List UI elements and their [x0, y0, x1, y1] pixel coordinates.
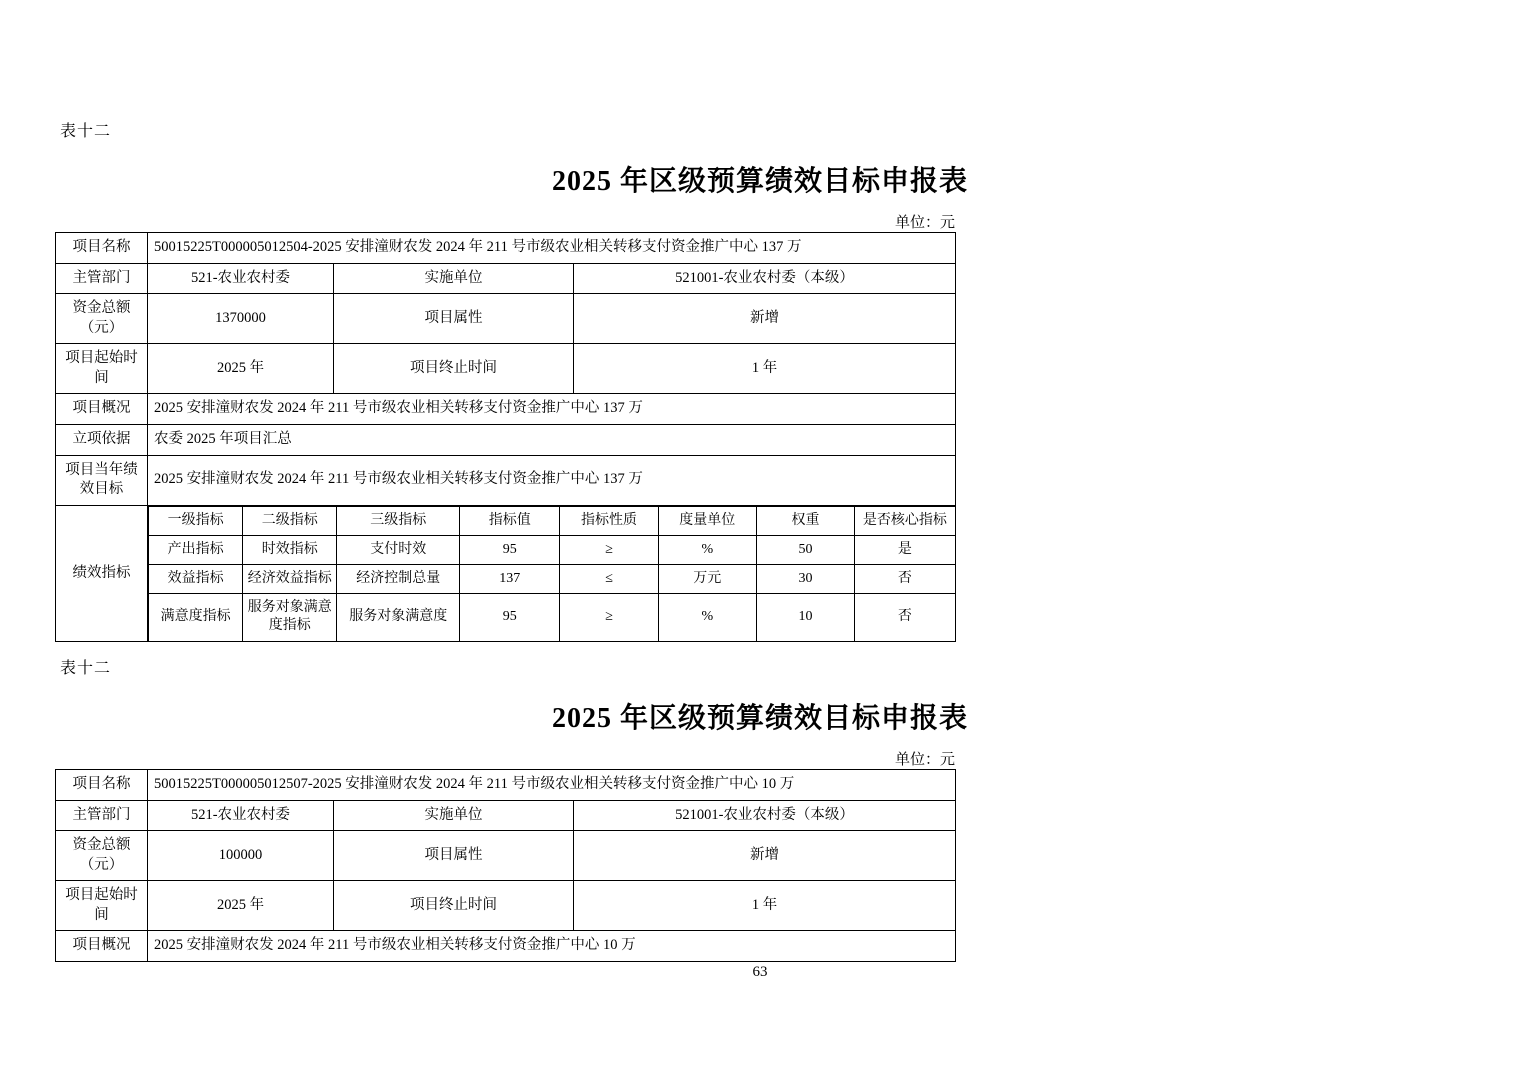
form-table-2 — [55, 769, 956, 962]
end-time-label: 项目终止时间 — [334, 881, 574, 931]
indicator-row — [149, 565, 956, 594]
table-row — [56, 394, 956, 425]
indicator-level1: 产出指标 — [149, 535, 243, 564]
end-time-value: 1 年 — [574, 881, 956, 931]
end-time-value: 1 年 — [574, 344, 956, 394]
indicator-unit: 万元 — [658, 565, 756, 594]
table-row — [56, 455, 956, 505]
table-row — [56, 344, 956, 394]
start-time-value: 2025 年 — [148, 881, 334, 931]
indicator-header-weight: 权重 — [756, 506, 854, 535]
indicator-nature: ≥ — [560, 594, 658, 641]
implement-unit-label: 实施单位 — [334, 263, 574, 294]
dept-value: 521-农业农村委 — [148, 800, 334, 831]
indicator-weight: 50 — [756, 535, 854, 564]
indicator-value: 137 — [460, 565, 560, 594]
project-name-value: 50015225T000005012507-2025 安排潼财农发 2024 年 211 号市级农业相关转移支付资金推广中心 10 万 — [148, 770, 956, 801]
dept-label: 主管部门 — [56, 800, 148, 831]
overview-value: 2025 安排潼财农发 2024 年 211 号市级农业相关转移支付资金推广中心 137 万 — [148, 394, 956, 425]
project-attr-label: 项目属性 — [334, 831, 574, 881]
indicator-header-level1: 一级指标 — [149, 506, 243, 535]
annual-goal-label: 项目当年绩效目标 — [56, 455, 148, 505]
indicator-level2: 时效指标 — [243, 535, 337, 564]
table-row — [56, 263, 956, 294]
document-title-2: 2025 年区级预算绩效目标申报表 — [551, 703, 968, 734]
indicator-weight: 10 — [756, 594, 854, 641]
indicator-nature: ≥ — [560, 535, 658, 564]
project-attr-value: 新增 — [574, 831, 956, 881]
project-name-label: 项目名称 — [56, 233, 148, 264]
start-time-value: 2025 年 — [148, 344, 334, 394]
indicator-row — [149, 594, 956, 641]
annual-goal-value: 2025 安排潼财农发 2024 年 211 号市级农业相关转移支付资金推广中心 137 万 — [148, 455, 956, 505]
indicator-value: 95 — [460, 594, 560, 641]
table-row — [56, 931, 956, 962]
table-row — [56, 233, 956, 264]
indicator-level2: 服务对象满意度指标 — [243, 594, 337, 641]
indicator-value: 95 — [460, 535, 560, 564]
indicator-header-nature: 指标性质 — [560, 506, 658, 535]
table-row — [56, 294, 956, 344]
basis-value: 农委 2025 年项目汇总 — [148, 424, 956, 455]
implement-unit-label: 实施单位 — [334, 800, 574, 831]
overview-label: 项目概况 — [56, 394, 148, 425]
project-name-value: 50015225T000005012504-2025 安排潼财农发 2024 年 211 号市级农业相关转移支付资金推广中心 137 万 — [148, 233, 956, 264]
dept-value: 521-农业农村委 — [148, 263, 334, 294]
indicator-level3: 服务对象满意度 — [337, 594, 460, 641]
indicator-core: 否 — [855, 565, 955, 594]
indicator-header-unit: 度量单位 — [658, 506, 756, 535]
indicator-unit: % — [658, 594, 756, 641]
table-row — [56, 505, 956, 641]
indicator-row — [149, 535, 956, 564]
start-time-label: 项目起始时间 — [56, 881, 148, 931]
indicator-header-level3: 三级指标 — [337, 506, 460, 535]
project-attr-value: 新增 — [574, 294, 956, 344]
amount-label: 资金总额（元） — [56, 294, 148, 344]
page-number: 63 — [752, 964, 768, 980]
indicator-header-value: 指标值 — [460, 506, 560, 535]
table-label-2: 表十二 — [60, 660, 112, 677]
performance-goal-form-1 — [0, 118, 1520, 642]
amount-value: 1370000 — [148, 294, 334, 344]
indicator-header-core: 是否核心指标 — [855, 506, 955, 535]
start-time-label: 项目起始时间 — [56, 344, 148, 394]
indicator-unit: % — [658, 535, 756, 564]
indicator-core: 否 — [855, 594, 955, 641]
end-time-label: 项目终止时间 — [334, 344, 574, 394]
indicator-level2: 经济效益指标 — [243, 565, 337, 594]
overview-label: 项目概况 — [56, 931, 148, 962]
indicator-table — [148, 506, 956, 642]
basis-label: 立项依据 — [56, 424, 148, 455]
performance-indicator-label: 绩效指标 — [56, 505, 148, 641]
indicator-level1: 效益指标 — [149, 565, 243, 594]
implement-unit-value: 521001-农业农村委（本级） — [574, 800, 956, 831]
unit-note-1: 单位：元 — [894, 215, 955, 231]
overview-value: 2025 安排潼财农发 2024 年 211 号市级农业相关转移支付资金推广中心 10 万 — [148, 931, 956, 962]
indicator-level1: 满意度指标 — [149, 594, 243, 641]
document-title-1: 2025 年区级预算绩效目标申报表 — [551, 166, 968, 197]
indicator-level3: 支付时效 — [337, 535, 460, 564]
indicator-nature: ≤ — [560, 565, 658, 594]
form-table-1 — [55, 232, 956, 642]
table-label-1: 表十二 — [60, 123, 112, 140]
indicator-core: 是 — [855, 535, 955, 564]
implement-unit-value: 521001-农业农村委（本级） — [574, 263, 956, 294]
table-row — [56, 831, 956, 881]
table-row — [56, 800, 956, 831]
indicator-weight: 30 — [756, 565, 854, 594]
dept-label: 主管部门 — [56, 263, 148, 294]
indicator-table-container — [148, 505, 956, 641]
amount-value: 100000 — [148, 831, 334, 881]
amount-label: 资金总额（元） — [56, 831, 148, 881]
indicator-header-row — [149, 506, 956, 535]
indicator-header-level2: 二级指标 — [243, 506, 337, 535]
project-name-label: 项目名称 — [56, 770, 148, 801]
performance-goal-form-2 — [0, 655, 1520, 962]
table-row — [56, 770, 956, 801]
indicator-level3: 经济控制总量 — [337, 565, 460, 594]
unit-note-2: 单位：元 — [894, 752, 955, 768]
project-attr-label: 项目属性 — [334, 294, 574, 344]
table-row — [56, 424, 956, 455]
table-row — [56, 881, 956, 931]
